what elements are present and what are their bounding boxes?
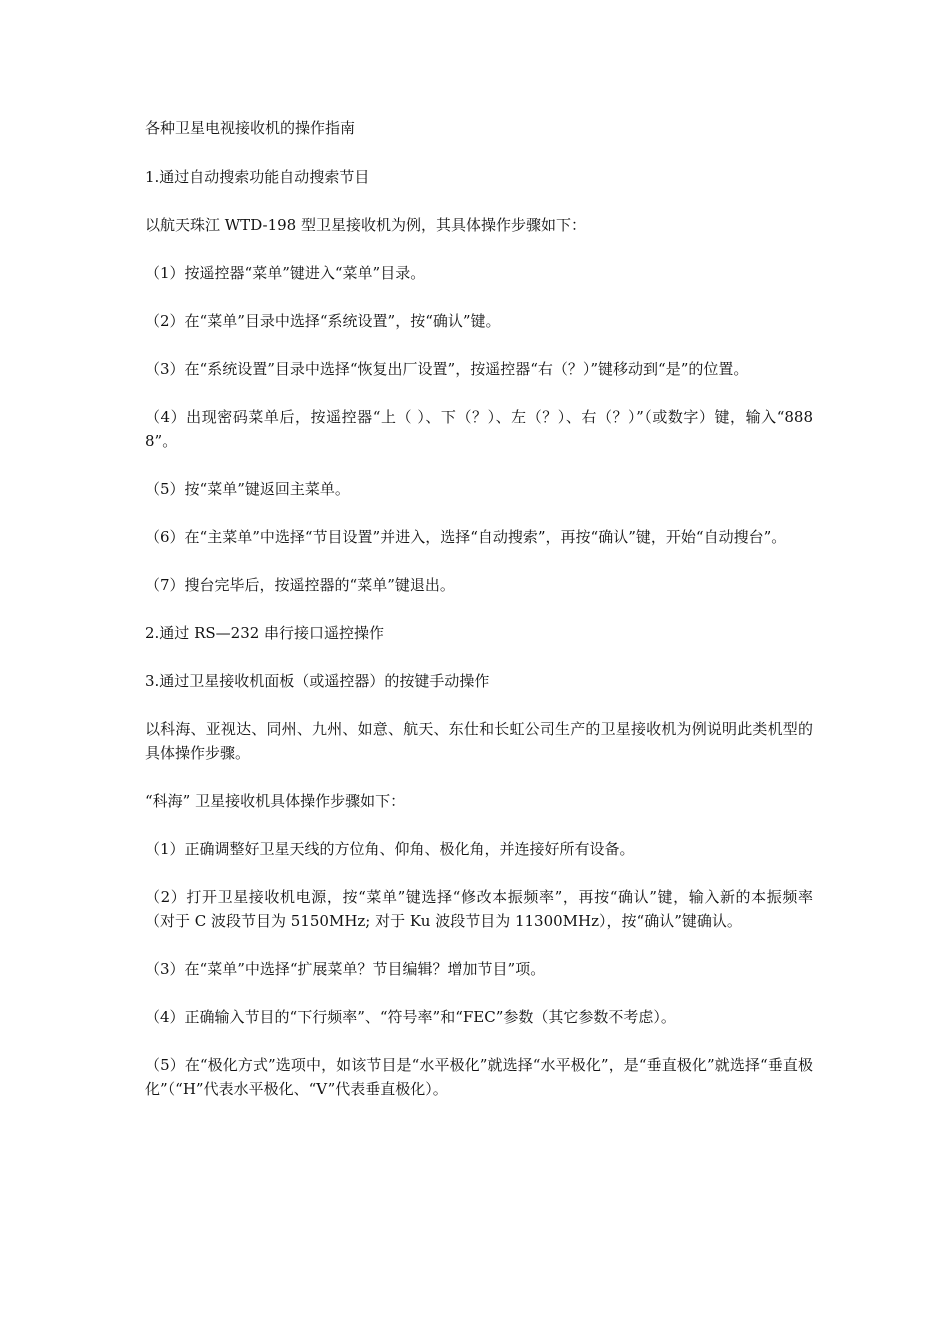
kehai-step-3: （3）在“菜单”中选择“扩展菜单？节目编辑？增加节目”项。	[145, 960, 546, 978]
step-5: （5）按“菜单”键返回主菜单。	[145, 480, 350, 498]
step-7: （7）搜台完毕后，按遥控器的“菜单”键退出。	[145, 576, 455, 594]
kehai-step-5: （5）在“极化方式”选项中，如该节目是“水平极化”就选择“水平极化”，是“垂直极化”就选择“垂直极化”（“H”代表水平极化、“V”代表垂直极化）。	[145, 1056, 813, 1098]
document-body	[145, 116, 813, 1125]
step-2: （2）在“菜单”目录中选择“系统设置”，按“确认”键。	[145, 312, 501, 330]
document-title: 各种卫星电视接收机的操作指南	[145, 119, 356, 137]
step-1: （1）按遥控器“菜单”键进入“菜单”目录。	[145, 264, 426, 282]
section-heading-rs232: 2.通过 RS—232 串行接口遥控操作	[145, 624, 385, 642]
step-6: （6）在“主菜单”中选择“节目设置”并进入，选择“自动搜索”，再按“确认”键，开始“自动搜台”。	[145, 528, 787, 546]
kehai-step-2: （2）打开卫星接收机电源，按“菜单”键选择“修改本振频率”，再按“确认”键，输入新的本振频率（对于 C 波段节目为 5150MHz; 对于 Ku 波段节目为 11300MHz），按“确认”键确认。	[145, 888, 813, 930]
step-4: （4）出现密码菜单后，按遥控器“上（ ）、下（？）、左（？）、右（？）”（或数字）键，输入“8888”。	[145, 408, 813, 450]
kehai-step-4: （4）正确输入节目的“下行频率”、“符号率”和“FEC”参数（其它参数不考虑）。	[145, 1008, 676, 1026]
paragraph-kehai-intro: “科海” 卫星接收机具体操作步骤如下：	[145, 792, 406, 810]
kehai-step-1: （1）正确调整好卫星天线的方位角、仰角、极化角，并连接好所有设备。	[145, 840, 635, 858]
paragraph-intro-wtd198: 以航天珠江 WTD-198 型卫星接收机为例，其具体操作步骤如下：	[145, 216, 586, 234]
section-heading-auto-search: 1.通过自动搜索功能自动搜索节目	[145, 168, 370, 186]
section-heading-manual: 3.通过卫星接收机面板（或遥控器）的按键手动操作	[145, 672, 490, 690]
paragraph-brands: 以科海、亚视达、同州、九州、如意、航天、东仕和长虹公司生产的卫星接收机为例说明此类机型的具体操作步骤。	[145, 720, 813, 762]
step-3: （3）在“系统设置”目录中选择“恢复出厂设置”，按遥控器“右（？）”键移动到“是”的位置。	[145, 360, 749, 378]
